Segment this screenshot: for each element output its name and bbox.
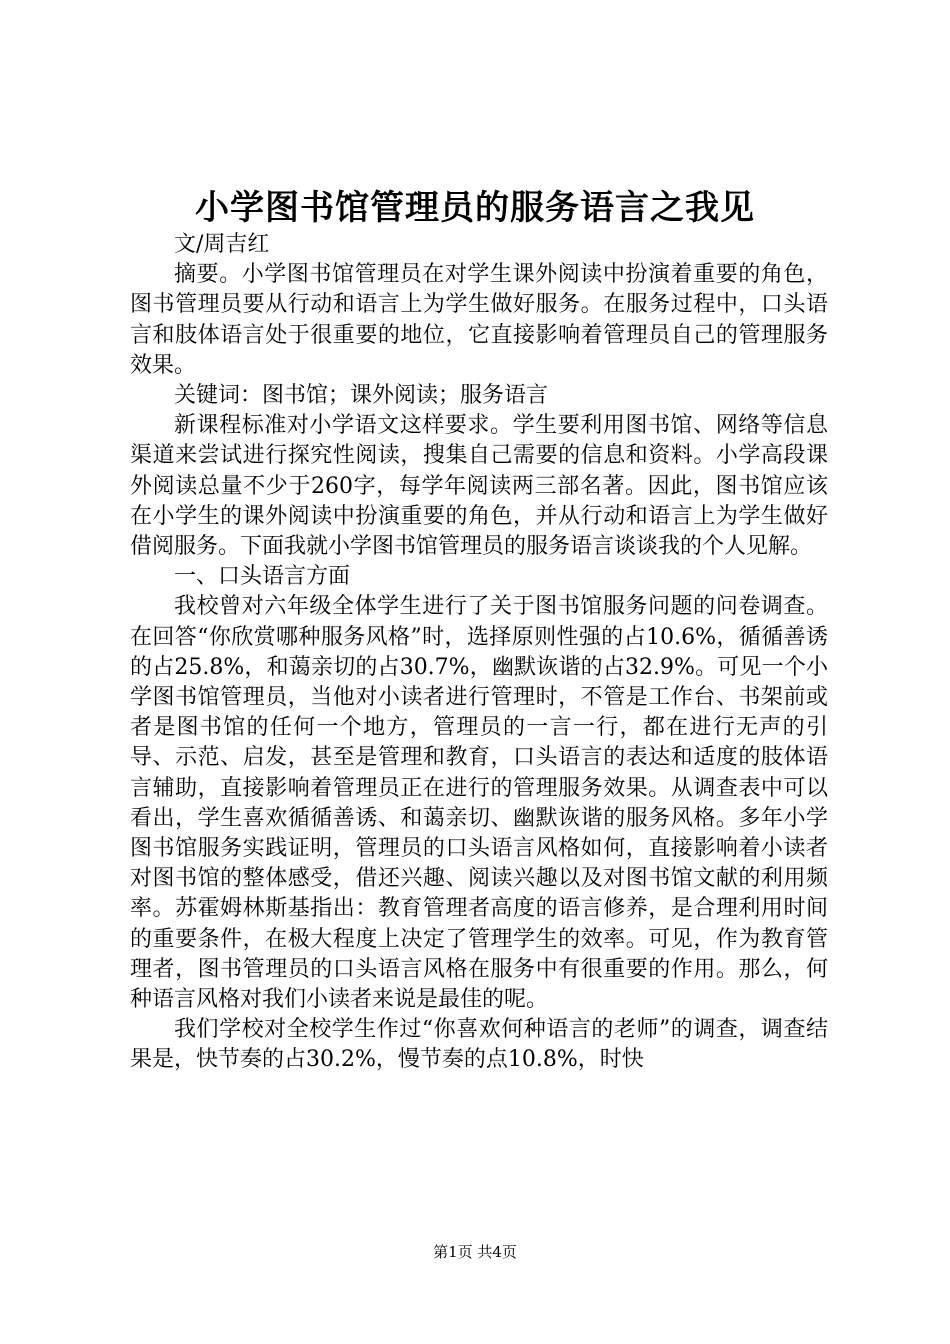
intro-paragraph: 新课程标准对小学语文这样要求。学生要利用图书馆、网络等信息渠道来尝试进行探究性阅读，搜集自己需要的信息和资料。小学高段课外阅读总量不少于260字，每学年阅读两三部名著。因此，图书馆应该在小学生的课外阅读中扮演重要的角色，并从行动和语言上为学生做好借阅服务。下面我就小学图书馆管理员的服务语言谈谈我的个人见解。 [130,413,828,560]
author-line: 文/周吉红 [174,232,270,257]
section-heading: 一、口头语言方面 [174,564,351,590]
abstract-paragraph: 摘要。小学图书馆管理员在对学生课外阅读中扮演着重要的角色，图书管理员要从行动和语言上为学生做好服务。在服务过程中，口头语言和肢体语言处于很重要的地位，它直接影响着管理员自己的管理服务效果。 [130,262,828,378]
keywords-paragraph: 关键词：图书馆；课外阅读；服务语言 [174,383,549,409]
page-footer: 第1页 共4页 [433,1243,517,1261]
document-title: 小学图书馆管理员的服务语言之我见 [195,188,755,228]
body-paragraph: 我校曾对六年级全体学生进行了关于图书馆服务问题的问卷调查。在回答“你欣赏哪种服务风格”时，选择原则性强的占10.6%，循循善诱的占25.8%，和蔼亲切的占30.7%，幽默诙谐的占32.9%。可见一个小学图书馆管理员，当他对小读者进行管理时，不管是工作台、书架前或者是图书馆的任何一个地方，管理员的一言一行，都在进行无声的引导、示范、启发，甚至是管理和教育，口头语言的表达和适度的肢体语言辅助，直接影响着管理员正在进行的管理服务效果。从调查表中可以看出，学生喜欢循循善诱、和蔼亲切、幽默诙谐的服务风格。多年小学图书馆服务实践证明，管理员的口头语言风格如何，直接影响着小读者对图书馆的整体感受，借还兴趣、阅读兴趣以及对图书馆文献的利用频率。苏霍姆林斯基指出：教育管理者高度的语言修养，是合理利用时间的重要条件，在极大程度上决定了管理学生的效率。可见，作为教育管理者，图书管理员的口头语言风格在服务中有很重要的作用。那么，何种语言风格对我们小读者来说是最佳的呢。 [130,594,828,1013]
body-paragraph: 我们学校对全校学生作过“你喜欢何种语言的老师”的调查，调查结果是，快节奏的占30.2%，慢节奏的点10.8%，时快 [130,1017,828,1073]
document-body [130,230,828,1076]
